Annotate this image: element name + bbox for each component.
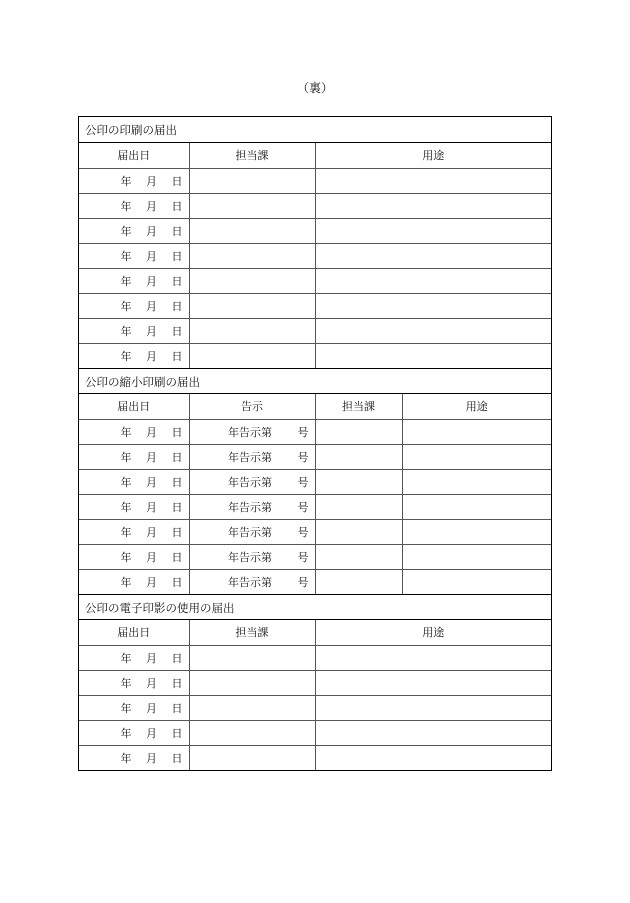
section-seal-reduced-print: [79, 368, 551, 594]
table-row: [79, 318, 551, 343]
date-field[interactable]: 年 月 日: [79, 318, 189, 343]
header-purpose: 用途: [315, 620, 551, 645]
notice-number-field[interactable]: 年告示第 号: [189, 569, 315, 594]
header-date: 届出日: [79, 143, 189, 168]
purpose-field[interactable]: [315, 343, 551, 368]
purpose-field[interactable]: [315, 318, 551, 343]
table-row: [79, 469, 551, 494]
date-field[interactable]: 年 月 日: [79, 444, 189, 469]
purpose-field[interactable]: [402, 419, 551, 444]
table-row: [79, 343, 551, 368]
department-field[interactable]: [189, 670, 315, 695]
notice-number-field[interactable]: 年告示第 号: [189, 444, 315, 469]
department-field[interactable]: [189, 695, 315, 720]
section-title: 公印の電子印影の使用の届出: [79, 594, 551, 620]
department-field[interactable]: [189, 193, 315, 218]
department-field[interactable]: [189, 168, 315, 193]
section-title: 公印の縮小印刷の届出: [79, 368, 551, 394]
purpose-field[interactable]: [315, 670, 551, 695]
notice-number-field[interactable]: 年告示第 号: [189, 419, 315, 444]
department-field[interactable]: [189, 318, 315, 343]
date-field[interactable]: 年 月 日: [79, 168, 189, 193]
table-row: [79, 544, 551, 569]
header-department: 担当課: [315, 394, 402, 419]
department-field[interactable]: [189, 268, 315, 293]
notice-number-field[interactable]: 年告示第 号: [189, 494, 315, 519]
date-field[interactable]: 年 月 日: [79, 469, 189, 494]
department-field[interactable]: [315, 444, 402, 469]
section-seal-print: [79, 117, 551, 368]
table-row: [79, 168, 551, 193]
header-row: [79, 143, 551, 168]
purpose-field[interactable]: [315, 193, 551, 218]
table-row: [79, 720, 551, 745]
purpose-field[interactable]: [315, 218, 551, 243]
table-row: [79, 569, 551, 594]
purpose-field[interactable]: [315, 243, 551, 268]
department-field[interactable]: [189, 720, 315, 745]
purpose-field[interactable]: [402, 519, 551, 544]
department-field[interactable]: [189, 745, 315, 770]
table-row: [79, 218, 551, 243]
table-row: [79, 695, 551, 720]
date-field[interactable]: 年 月 日: [79, 419, 189, 444]
purpose-field[interactable]: [402, 444, 551, 469]
department-field[interactable]: [189, 645, 315, 670]
purpose-field[interactable]: [402, 544, 551, 569]
purpose-field[interactable]: [315, 745, 551, 770]
header-purpose: 用途: [315, 143, 551, 168]
purpose-field[interactable]: [315, 168, 551, 193]
notice-number-field[interactable]: 年告示第 号: [189, 469, 315, 494]
date-field[interactable]: 年 月 日: [79, 494, 189, 519]
header-department: 担当課: [189, 143, 315, 168]
date-field[interactable]: 年 月 日: [79, 519, 189, 544]
date-field[interactable]: 年 月 日: [79, 193, 189, 218]
header-date: 届出日: [79, 394, 189, 419]
purpose-field[interactable]: [315, 645, 551, 670]
notice-number-field[interactable]: 年告示第 号: [189, 544, 315, 569]
table-row: [79, 268, 551, 293]
table-row: [79, 645, 551, 670]
page-side-label: （裏）: [296, 81, 333, 95]
table-row: [79, 193, 551, 218]
header-row: [79, 620, 551, 645]
header-notice: 告示: [189, 394, 315, 419]
seal-electronic-table: [79, 620, 551, 770]
purpose-field[interactable]: [402, 494, 551, 519]
table-row: [79, 745, 551, 770]
notice-number-field[interactable]: 年告示第 号: [189, 519, 315, 544]
seal-notification-form: [78, 116, 552, 771]
table-row: [79, 670, 551, 695]
table-row: [79, 444, 551, 469]
department-field[interactable]: [189, 218, 315, 243]
date-field[interactable]: 年 月 日: [79, 243, 189, 268]
department-field[interactable]: [315, 519, 402, 544]
department-field[interactable]: [189, 343, 315, 368]
table-row: [79, 419, 551, 444]
header-purpose: 用途: [402, 394, 551, 419]
table-row: [79, 243, 551, 268]
date-field[interactable]: 年 月 日: [79, 268, 189, 293]
department-field[interactable]: [315, 494, 402, 519]
section-seal-electronic: [79, 594, 551, 770]
date-field[interactable]: 年 月 日: [79, 293, 189, 318]
header-date: 届出日: [79, 620, 189, 645]
section-title: 公印の印刷の届出: [79, 117, 551, 143]
purpose-field[interactable]: [315, 720, 551, 745]
department-field[interactable]: [315, 469, 402, 494]
department-field[interactable]: [315, 544, 402, 569]
date-field[interactable]: 年 月 日: [79, 745, 189, 770]
table-row: [79, 519, 551, 544]
purpose-field[interactable]: [315, 695, 551, 720]
date-field[interactable]: 年 月 日: [79, 695, 189, 720]
department-field[interactable]: [189, 243, 315, 268]
date-field[interactable]: 年 月 日: [79, 670, 189, 695]
date-field[interactable]: 年 月 日: [79, 218, 189, 243]
department-field[interactable]: [315, 569, 402, 594]
header-row: [79, 394, 551, 419]
department-field[interactable]: [189, 293, 315, 318]
date-field[interactable]: 年 月 日: [79, 645, 189, 670]
department-field[interactable]: [315, 419, 402, 444]
purpose-field[interactable]: [402, 569, 551, 594]
seal-print-table: [79, 143, 551, 368]
header-department: 担当課: [189, 620, 315, 645]
date-field[interactable]: 年 月 日: [79, 343, 189, 368]
purpose-field[interactable]: [315, 293, 551, 318]
seal-reduced-print-table: [79, 394, 551, 594]
date-field[interactable]: 年 月 日: [79, 720, 189, 745]
purpose-field[interactable]: [402, 469, 551, 494]
table-row: [79, 293, 551, 318]
table-row: [79, 494, 551, 519]
date-field[interactable]: 年 月 日: [79, 544, 189, 569]
purpose-field[interactable]: [315, 268, 551, 293]
date-field[interactable]: 年 月 日: [79, 569, 189, 594]
